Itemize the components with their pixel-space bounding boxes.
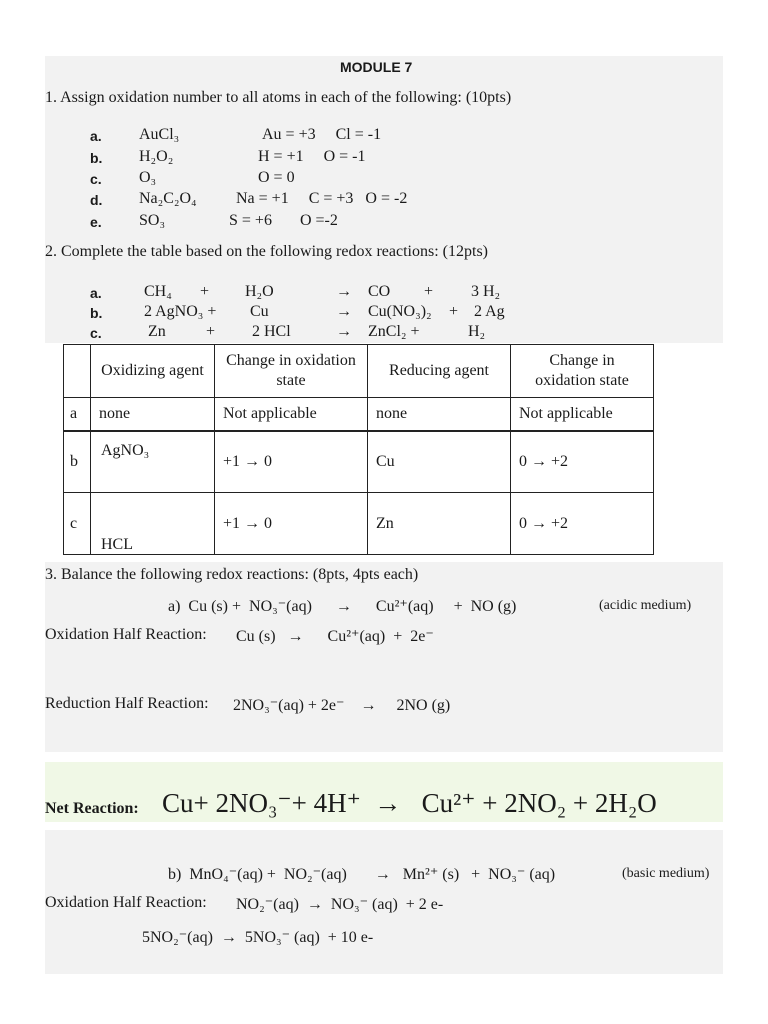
plus-sign: + bbox=[449, 303, 459, 320]
q1-item-label: c. bbox=[90, 171, 102, 187]
q3a-ox-equation: Cu (s) → Cu²⁺(aq) + 2e⁻ bbox=[236, 628, 434, 645]
header-red-change: Change in oxidation state bbox=[535, 352, 629, 389]
q1-item-label: b. bbox=[90, 150, 103, 166]
q1-prompt: 1. Assign oxidation number to all atoms in each of the following: (10pts) bbox=[45, 89, 512, 106]
q3a-red-label: Reduction Half Reaction: bbox=[45, 695, 209, 712]
q3b-ox-equation: NO₂⁻(aq) → NO₃⁻ (aq) + 2 e- bbox=[236, 896, 444, 913]
q3b-ox-label: Oxidation Half Reaction: bbox=[45, 894, 207, 911]
q3a-medium: (acidic medium) bbox=[599, 598, 692, 613]
header-reducing-agent: Reducing agent bbox=[389, 362, 489, 379]
red-change-cell: 0 → +2 bbox=[511, 431, 654, 493]
row-id: c bbox=[64, 493, 91, 555]
reactant-1: CH₄ bbox=[144, 283, 172, 300]
reactant-1: Zn bbox=[148, 323, 166, 340]
table-row bbox=[64, 431, 654, 493]
table-header-row bbox=[64, 345, 654, 398]
table-row bbox=[64, 398, 654, 431]
red-agent-cell: Zn bbox=[368, 493, 511, 555]
plus-sign: + bbox=[206, 323, 216, 340]
q3b-ox-equation-scaled: 5NO₂⁻(aq) → 5NO₃⁻ (aq) + 10 e- bbox=[142, 929, 374, 946]
ox-change-cell: +1 → 0 bbox=[215, 431, 368, 493]
header-oxidizing-agent: Oxidizing agent bbox=[101, 362, 204, 379]
ox-agent-cell: AgNO₃ bbox=[91, 431, 215, 493]
product-2: 2 Ag bbox=[474, 303, 505, 320]
red-change-cell: 0 → +2 bbox=[511, 493, 654, 555]
q3a-equation: a) Cu (s) + NO₃⁻(aq) → Cu²⁺(aq) + NO (g) bbox=[168, 598, 517, 615]
net-reaction-label: Net Reaction: bbox=[45, 800, 139, 817]
q3b-equation: b) MnO₄⁻(aq) + NO₂⁻(aq) → Mn²⁺ (s) + NO₃⁻ (aq) bbox=[168, 866, 556, 883]
plus-sign: + bbox=[200, 283, 210, 300]
table-header-cell bbox=[368, 345, 511, 398]
q1-item-values: Na = +1 C = +3 O = -2 bbox=[236, 190, 408, 207]
table-header-cell bbox=[511, 345, 654, 398]
q3a-ox-label: Oxidation Half Reaction: bbox=[45, 626, 207, 643]
row-id: b bbox=[64, 431, 91, 493]
product-2: H₂ bbox=[468, 323, 486, 340]
table-header-cell bbox=[91, 345, 215, 398]
red-agent-cell: Cu bbox=[368, 431, 511, 493]
ox-agent-cell: none bbox=[91, 398, 215, 431]
q1-item-values: H = +1 O = -1 bbox=[258, 148, 366, 165]
q3-prompt: 3. Balance the following redox reactions: (8pts, 4pts each) bbox=[45, 566, 419, 583]
page-title: MODULE 7 bbox=[340, 59, 413, 75]
ox-agent-cell: HCL bbox=[91, 493, 215, 555]
net-reaction-equation: Cu+ 2NO₃⁻+ 4H⁺ → Cu²⁺ + 2NO₂ + 2H₂O bbox=[162, 788, 657, 818]
row-id: a bbox=[64, 398, 91, 431]
q2-prompt: 2. Complete the table based on the following redox reactions: (12pts) bbox=[45, 243, 488, 260]
reactant-2: Cu bbox=[250, 303, 269, 320]
red-change-cell: Not applicable bbox=[511, 398, 654, 431]
reactant-1: 2 AgNO₃ + bbox=[144, 303, 217, 320]
section-panel-q3a bbox=[45, 562, 723, 752]
q1-item-formula: H₂O₂ bbox=[139, 148, 174, 165]
reaction-arrow: → bbox=[336, 303, 352, 320]
reaction-arrow: → bbox=[336, 283, 352, 300]
product-1: ZnCl₂ + bbox=[368, 323, 420, 340]
red-agent-cell: none bbox=[368, 398, 511, 431]
q1-item-values: O = 0 bbox=[258, 169, 295, 186]
product-1: CO bbox=[368, 283, 391, 300]
reaction-label: a. bbox=[90, 285, 102, 301]
reaction-label: c. bbox=[90, 325, 102, 341]
q1-item-label: a. bbox=[90, 128, 102, 144]
q1-item-label: e. bbox=[90, 214, 102, 230]
ox-change-cell: Not applicable bbox=[215, 398, 368, 431]
q1-item-formula: O₃ bbox=[139, 169, 157, 186]
q1-item-formula: SO₃ bbox=[139, 212, 166, 229]
plus-sign: + bbox=[424, 283, 434, 300]
q1-item-values: S = +6 O =-2 bbox=[229, 212, 338, 229]
q3a-red-equation: 2NO₃⁻(aq) + 2e⁻ → 2NO (g) bbox=[233, 697, 451, 714]
table-header-cell bbox=[64, 345, 91, 398]
q1-item-values: Au = +3 Cl = -1 bbox=[262, 126, 382, 143]
table-header-cell bbox=[215, 345, 368, 398]
q3b-medium: (basic medium) bbox=[622, 866, 710, 881]
q1-item-label: d. bbox=[90, 192, 103, 208]
q1-item-formula: Na₂C₂O₄ bbox=[139, 190, 197, 207]
q1-item-formula: AuCl₃ bbox=[139, 126, 180, 143]
reactant-2: 2 HCl bbox=[252, 323, 291, 340]
product-2: 3 H₂ bbox=[471, 283, 501, 300]
redox-table bbox=[63, 344, 654, 555]
header-ox-change: Change in oxidation state bbox=[226, 352, 356, 389]
product-1: Cu(NO₃)₂ bbox=[368, 303, 432, 320]
table-row bbox=[64, 493, 654, 555]
ox-change-cell: +1 → 0 bbox=[215, 493, 368, 555]
reactant-2: H₂O bbox=[245, 283, 274, 300]
reaction-arrow: → bbox=[336, 323, 352, 340]
reaction-label: b. bbox=[90, 305, 103, 321]
